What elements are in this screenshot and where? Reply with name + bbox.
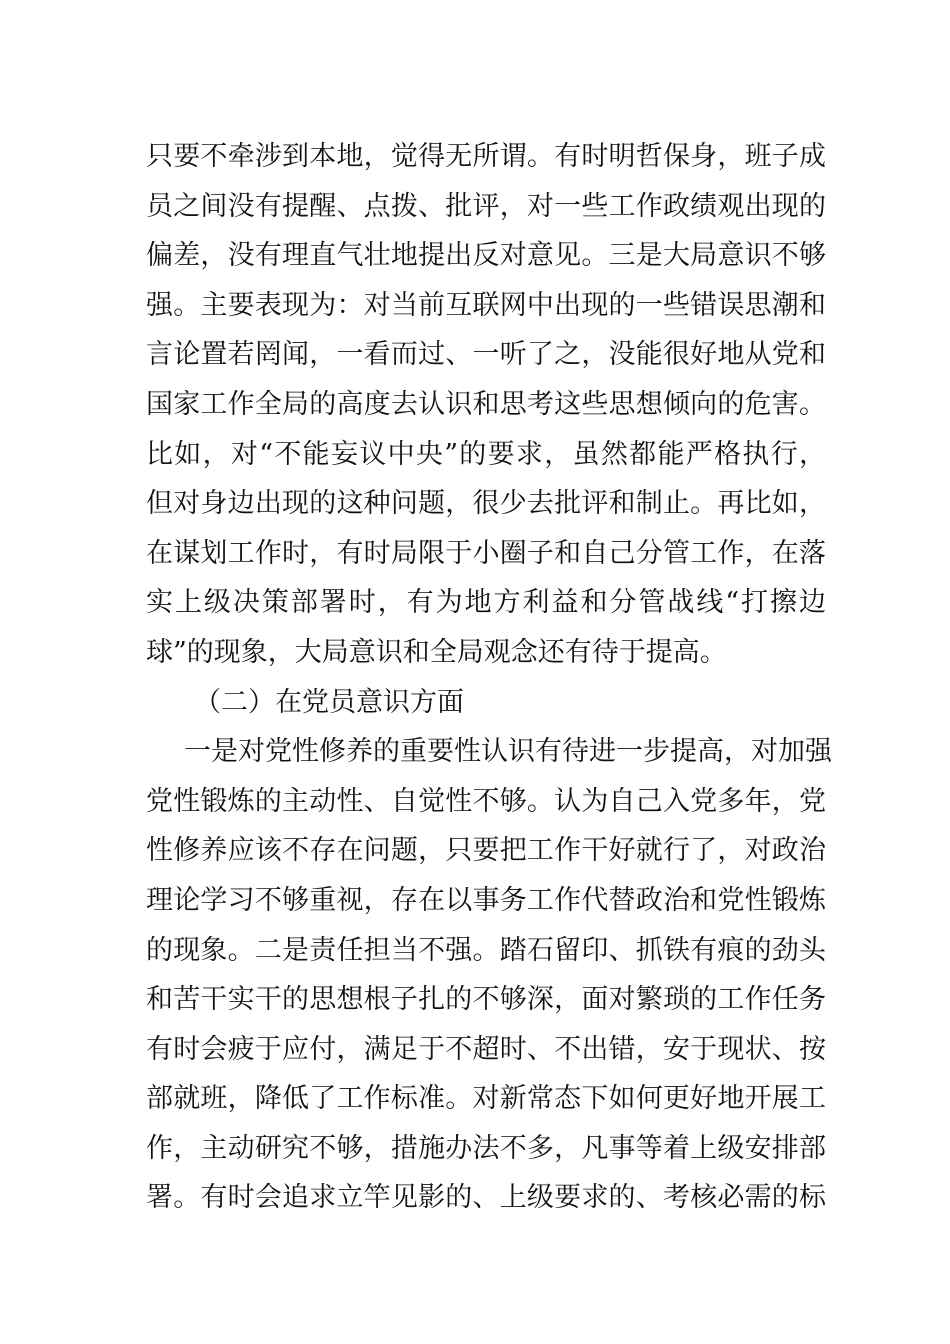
- text-line: 偏差，没有理直气壮地提出反对意见。三是大局意识不够: [146, 240, 826, 272]
- text-line: 作，主动研究不够，措施办法不多，凡事等着上级安排部: [146, 1132, 826, 1164]
- text-line: 只要不牵涉到本地，觉得无所谓。有时明哲保身，班子成: [146, 141, 826, 172]
- text-line: 强。主要表现为：对当前互联网中出现的一些错误思潮和: [146, 289, 826, 321]
- text-line: 和苦干实干的思想根子扎的不够深，面对繁琐的工作任务: [146, 984, 826, 1016]
- text-line: 国家工作全局的高度去认识和思考这些思想倾向的危害。: [146, 388, 826, 420]
- text-line: 员之间没有提醒、点拨、批评，对一些工作政绩观出现的: [146, 190, 826, 222]
- body-text: [146, 132, 832, 1223]
- text-line: 性修养应该不存在问题，只要把工作干好就行了，对政治: [146, 835, 826, 867]
- text-line: 部就班，降低了工作标准。对新常态下如何更好地开展工: [146, 1083, 826, 1115]
- text-line: 但对身边出现的这种问题，很少去批评和制止。再比如，: [146, 488, 826, 520]
- text-line: 党性锻炼的主动性、自觉性不够。认为自己入党多年，党: [146, 785, 826, 817]
- text-line: 实上级决策部署时，有为地方利益和分管战线“打擦边: [146, 587, 826, 619]
- text-line: 球”的现象，大局意识和全局观念还有待于提高。: [146, 636, 727, 668]
- text-line: 有时会疲于应付，满足于不超时、不出错，安于现状、按: [146, 1033, 826, 1065]
- text-line: 一是对党性修养的重要性认识有待进一步提高，对加强: [184, 736, 832, 768]
- section-heading: （二）在党员意识方面: [194, 686, 464, 718]
- text-line: 在谋划工作时，有时局限于小圈子和自己分管工作，在落: [146, 537, 826, 569]
- text-line: 理论学习不够重视，存在以事务工作代替政治和党性锻炼: [146, 884, 826, 916]
- text-line: 言论置若罔闻，一看而过、一听了之，没能很好地从党和: [146, 339, 826, 371]
- text-line: 署。有时会追求立竿见影的、上级要求的、考核必需的标: [146, 1182, 826, 1214]
- text-line: 的现象。二是责任担当不强。踏石留印、抓铁有痕的劲头: [146, 934, 826, 966]
- text-line: 比如，对“不能妄议中央”的要求，虽然都能严格执行，: [146, 438, 826, 470]
